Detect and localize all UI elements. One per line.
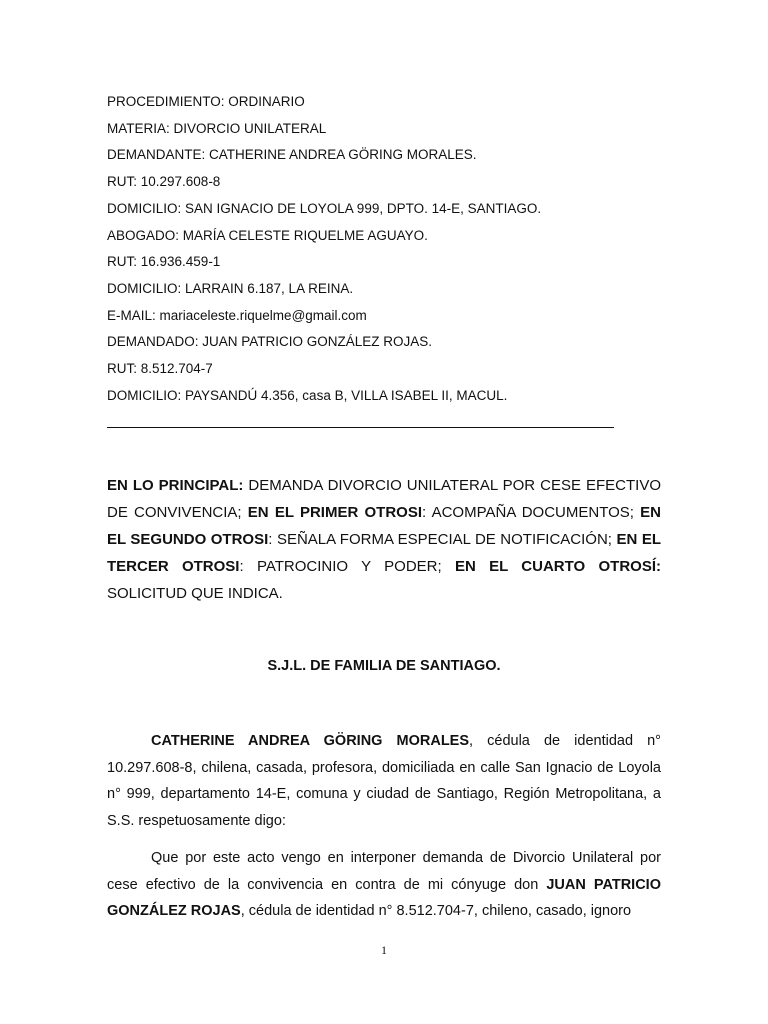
header-rut-demandado: RUT: 8.512.704-7 bbox=[107, 361, 213, 377]
sumilla-otrosi1-text: : ACOMPAÑA DOCUMENTOS; bbox=[422, 504, 641, 521]
sumilla-principal-label: EN LO PRINCIPAL: bbox=[107, 477, 244, 494]
defendant-name: JUAN PATRICIO GONZÁLEZ ROJAS bbox=[107, 876, 661, 920]
paragraph-demanda-text-1: Que por este acto vengo en interponer demanda de Divorcio Unilateral por cese efectivo de la convivencia en contra de mi cónyuge don bbox=[107, 850, 661, 893]
paragraph-comparecencia-text: , cédula de identidad n° 10.297.608-8, chilena, casada, profesora, domiciliada en calle San Ignacio de Loyola n° 999, departamento 14-E, comuna y ciudad de Santiago, Región Metropolitana, a S.S. respetuosamente digo: bbox=[107, 733, 661, 830]
header-domicilio-demandado: DOMICILIO: PAYSANDÚ 4.356, casa B, VILLA ISABEL II, MACUL. bbox=[107, 387, 508, 403]
header-demandado: DEMANDADO: JUAN PATRICIO GONZÁLEZ ROJAS. bbox=[107, 334, 433, 350]
header-rut-abogado: RUT: 16.936.459-1 bbox=[107, 254, 221, 270]
header-rut-demandante: RUT: 10.297.608-8 bbox=[107, 174, 221, 190]
header-domicilio-demandante: DOMICILIO: SAN IGNACIO DE LOYOLA 999, DPTO. 14-E, SANTIAGO. bbox=[107, 200, 542, 216]
sumilla-otrosi1-label: EN EL PRIMER OTROSI bbox=[247, 504, 423, 521]
sumilla-otrosi2-text: : SEÑALA FORMA ESPECIAL DE NOTIFICACIÓN; bbox=[268, 531, 617, 548]
header-domicilio-abogado: DOMICILIO: LARRAIN 6.187, LA REINA. bbox=[107, 280, 354, 296]
paragraph-demanda-text-2: , cédula de identidad n° 8.512.704-7, chileno, casado, ignoro bbox=[240, 903, 632, 920]
header-procedimiento: PROCEDIMIENTO: ORDINARIO bbox=[107, 94, 305, 109]
sumilla-otrosi2-label: EN EL SEGUNDO OTROSI bbox=[107, 504, 661, 548]
sumilla-otrosi4-text: SOLICITUD QUE INDICA. bbox=[107, 585, 283, 602]
sumilla bbox=[107, 472, 661, 607]
plaintiff-name: CATHERINE ANDREA GÖRING MORALES bbox=[151, 733, 470, 749]
sumilla-otrosi3-text: : PATROCINIO Y PODER; bbox=[239, 558, 455, 575]
header-email: E-MAIL: mariaceleste.riquelme@gmail.com bbox=[107, 307, 367, 323]
separator-line bbox=[107, 427, 614, 428]
paragraph-demanda bbox=[107, 845, 661, 925]
court-heading: S.J.L. DE FAMILIA DE SANTIAGO. bbox=[267, 658, 501, 674]
sumilla-otrosi4-label: EN EL CUARTO OTROSÍ: bbox=[454, 558, 662, 575]
paragraph-comparecencia bbox=[107, 728, 661, 835]
page-number: 1 bbox=[381, 943, 387, 957]
sumilla-otrosi3-label: EN EL TERCER OTROSI bbox=[107, 531, 661, 575]
header-demandante: DEMANDANTE: CATHERINE ANDREA GÖRING MORALES. bbox=[107, 147, 477, 163]
case-header bbox=[107, 89, 667, 409]
header-abogado: ABOGADO: MARÍA CELESTE RIQUELME AGUAYO. bbox=[107, 227, 428, 243]
sumilla-principal-text: DEMANDA DIVORCIO UNILATERAL POR CESE EFECTIVO DE CONVIVENCIA; bbox=[107, 477, 661, 521]
header-materia: MATERIA: DIVORCIO UNILATERAL bbox=[107, 120, 327, 136]
